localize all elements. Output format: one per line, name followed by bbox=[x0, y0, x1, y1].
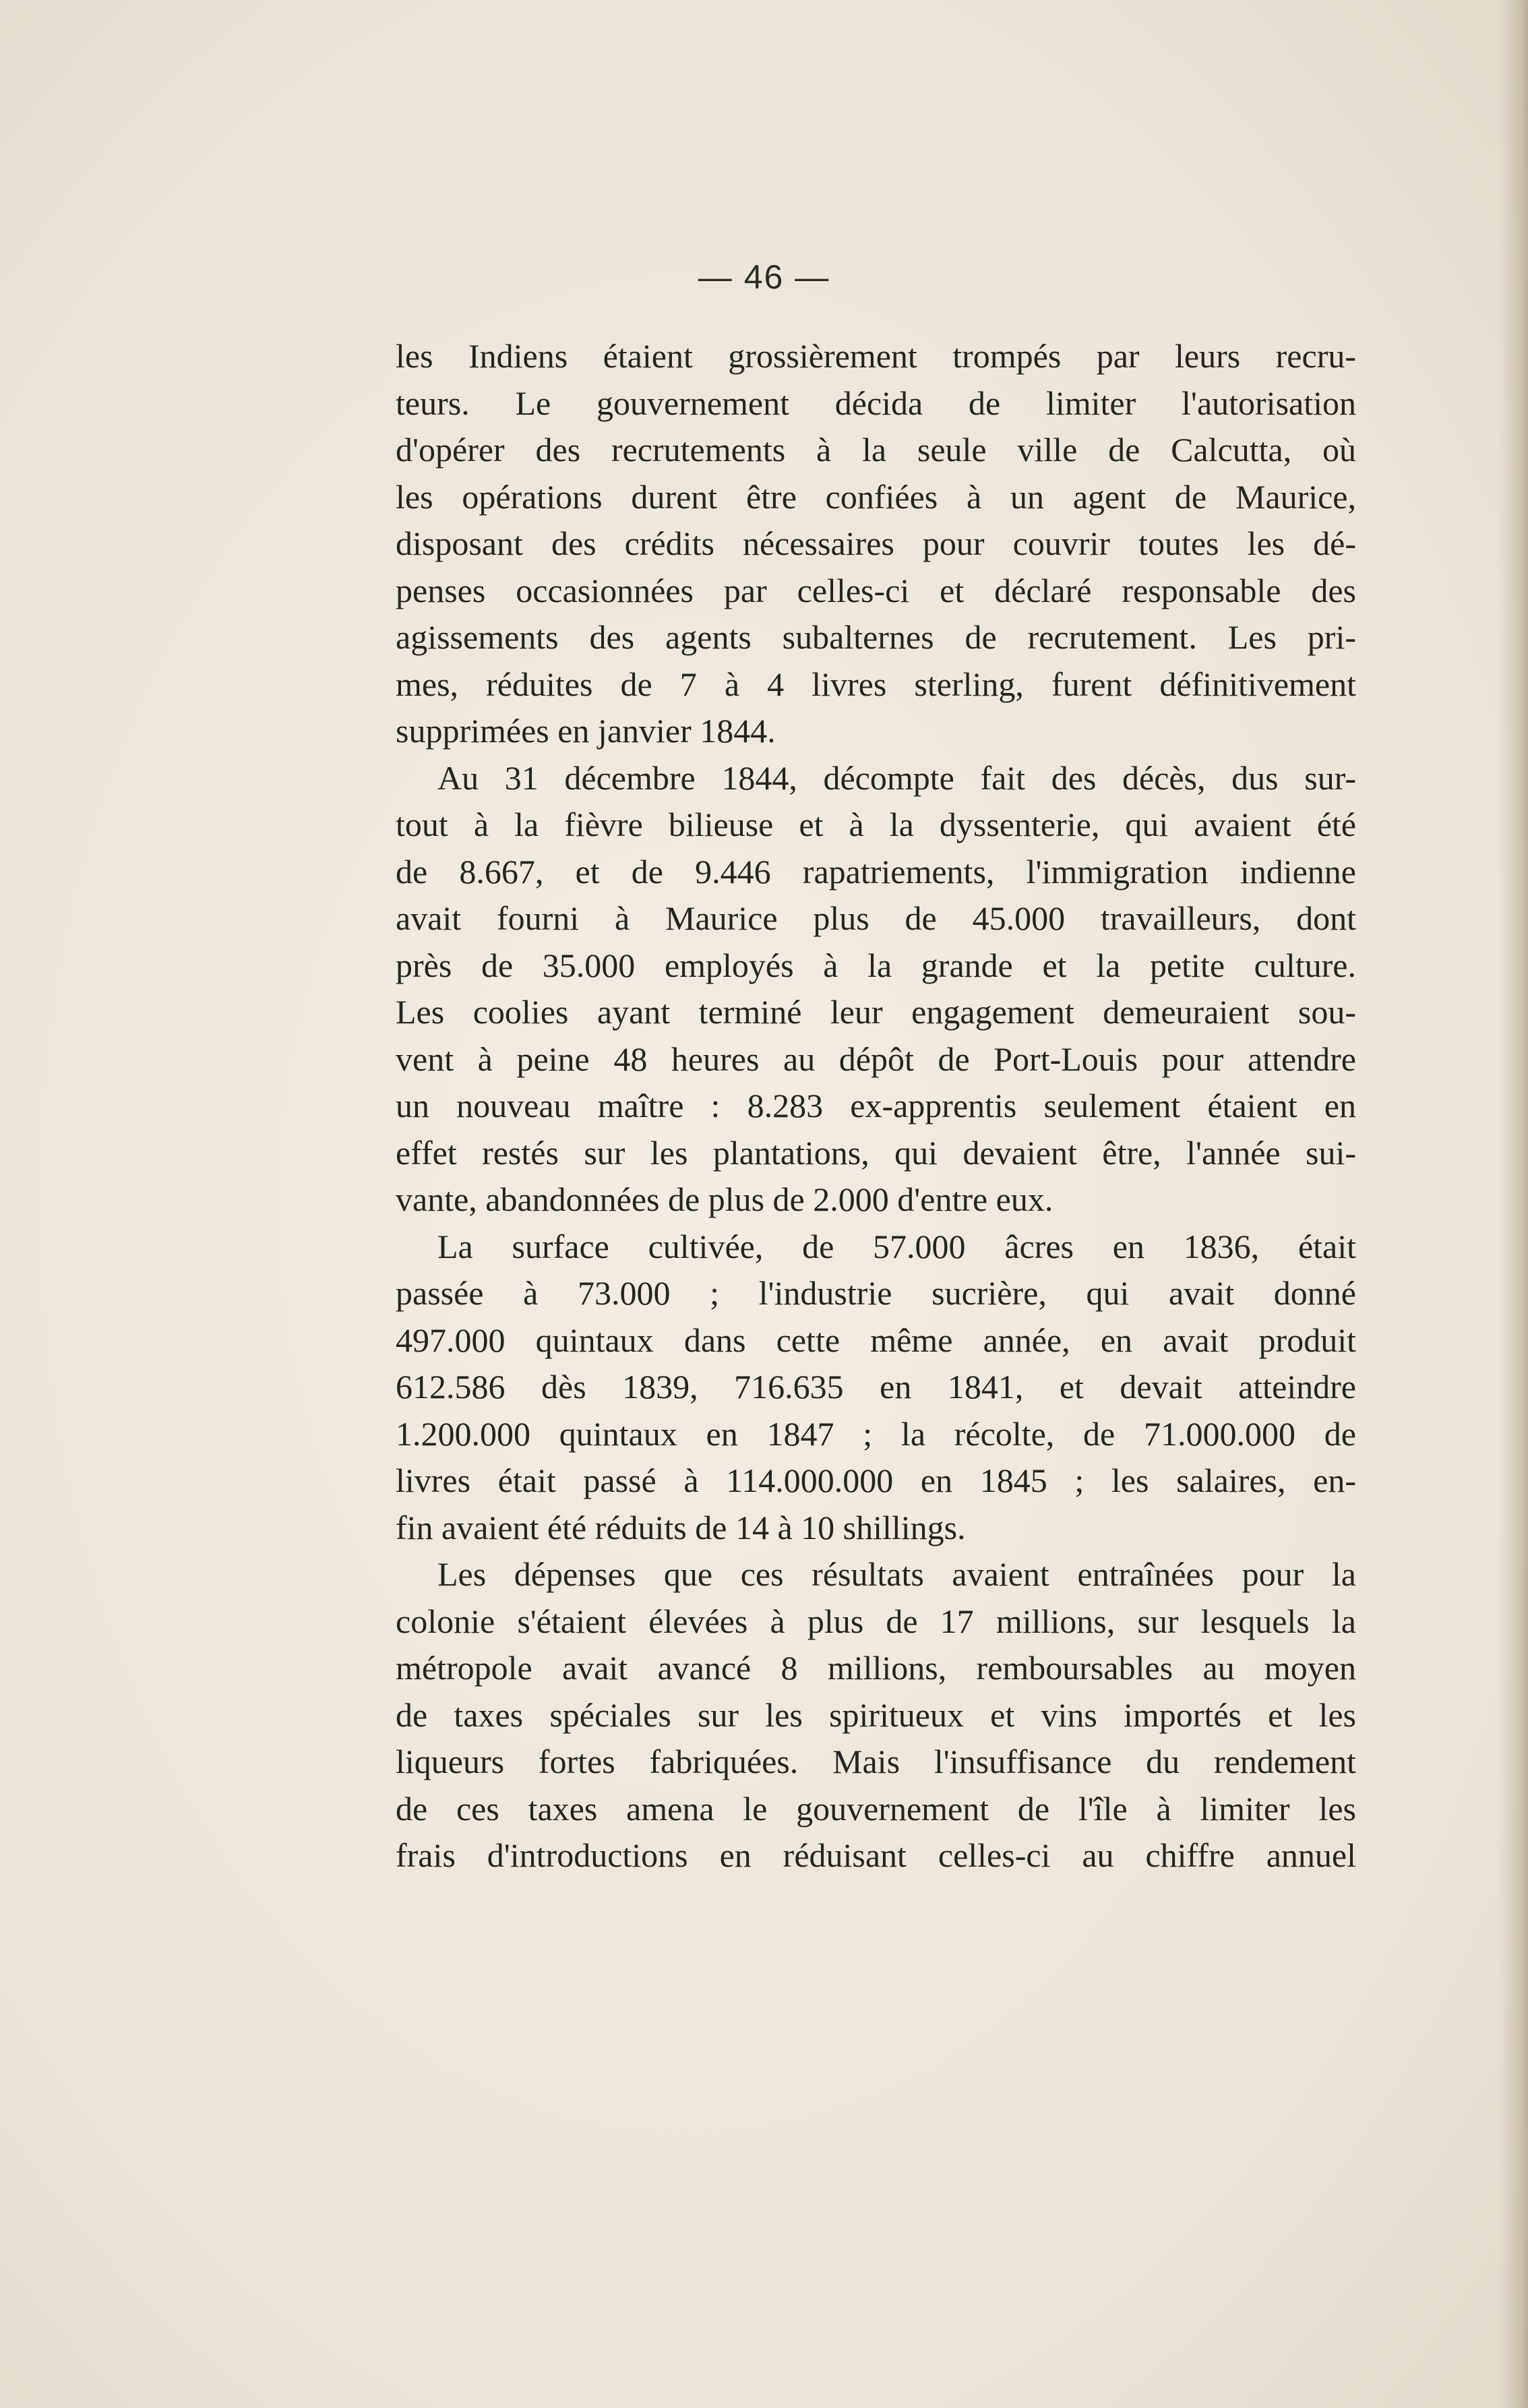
page-number: — 46 — bbox=[698, 258, 830, 296]
text-line: penses occasionnées par celles-ci et déclaré responsable des bbox=[396, 571, 1356, 609]
text-line: de 8.667, et de 9.446 rapatriements, l'immigration indienne bbox=[396, 852, 1356, 891]
text-line: Au 31 décembre 1844, décompte fait des décès, dus sur- bbox=[437, 758, 1356, 797]
text-line: vent à peine 48 heures au dépôt de Port-Louis pour attendre bbox=[396, 1040, 1356, 1078]
text-line: liqueurs fortes fabriquées. Mais l'insuffisance du rendement bbox=[396, 1743, 1356, 1780]
text-line: Les coolies ayant terminé leur engagement demeuraient sou- bbox=[396, 993, 1356, 1031]
text-line: livres était passé à 114.000.000 en 1845 ; les salaires, en- bbox=[396, 1462, 1356, 1499]
text-line: avait fourni à Maurice plus de 45.000 travailleurs, dont bbox=[396, 899, 1356, 937]
text-line: les Indiens étaient grossièrement trompés par leurs recru- bbox=[396, 337, 1356, 375]
text-line: vante, abandonnées de plus de 2.000 d'entre eux. bbox=[396, 1180, 1053, 1218]
paragraph-3 bbox=[396, 1224, 1356, 1552]
text-line: colonie s'étaient élevées à plus de 17 millions, sur lesquels la bbox=[396, 1602, 1356, 1640]
text-line: de taxes spéciales sur les spiritueux et vins importés et les bbox=[396, 1695, 1356, 1734]
paragraph-1 bbox=[396, 333, 1356, 755]
text-line: un nouveau maître : 8.283 ex-apprentis seulement étaient en bbox=[396, 1087, 1356, 1124]
paragraph-4 bbox=[396, 1551, 1356, 1879]
text-line: mes, réduites de 7 à 4 livres sterling, furent définitivement bbox=[396, 665, 1356, 703]
text-line: de ces taxes amena le gouvernement de l'île à limiter les bbox=[396, 1789, 1356, 1828]
text-line: Les dépenses que ces résultats avaient entraînées pour la bbox=[437, 1555, 1356, 1593]
text-line: supprimées en janvier 1844. bbox=[396, 712, 776, 750]
paragraph-2 bbox=[396, 755, 1356, 1224]
text-line: agissements des agents subalternes de recrutement. Les pri- bbox=[396, 618, 1356, 656]
text-line: 612.586 dès 1839, 716.635 en 1841, et devait atteindre bbox=[396, 1368, 1356, 1406]
text-line: 497.000 quintaux dans cette même année, en avait produit bbox=[396, 1321, 1356, 1359]
body-text bbox=[396, 333, 1356, 1879]
text-line: disposant des crédits nécessaires pour couvrir toutes les dé- bbox=[396, 524, 1356, 562]
text-line: passée à 73.000 ; l'industrie sucrière, qui avait donné bbox=[396, 1274, 1356, 1312]
text-line: tout à la fièvre bilieuse et à la dyssenterie, qui avaient été bbox=[396, 806, 1356, 843]
text-line: les opérations durent être confiées à un agent de Maurice, bbox=[396, 477, 1356, 516]
text-line: frais d'introductions en réduisant celles-ci au chiffre annuel bbox=[396, 1836, 1356, 1874]
page-edge-shadow bbox=[1498, 0, 1528, 2408]
text-line: La surface cultivée, de 57.000 âcres en 1836, était bbox=[437, 1227, 1356, 1265]
text-line: fin avaient été réduits de 14 à 10 shillings. bbox=[396, 1508, 966, 1546]
text-line: effet restés sur les plantations, qui devaient être, l'année sui- bbox=[396, 1133, 1356, 1172]
text-line: 1.200.000 quintaux en 1847 ; la récolte, de 71.000.000 de bbox=[396, 1414, 1356, 1453]
text-line: teurs. Le gouvernement décida de limiter l'autorisation bbox=[396, 384, 1356, 422]
text-line: d'opérer des recrutements à la seule ville de Calcutta, où bbox=[396, 431, 1356, 469]
text-line: métropole avait avancé 8 millions, remboursables au moyen bbox=[396, 1649, 1356, 1687]
text-line: près de 35.000 employés à la grande et la petite culture. bbox=[396, 946, 1356, 984]
